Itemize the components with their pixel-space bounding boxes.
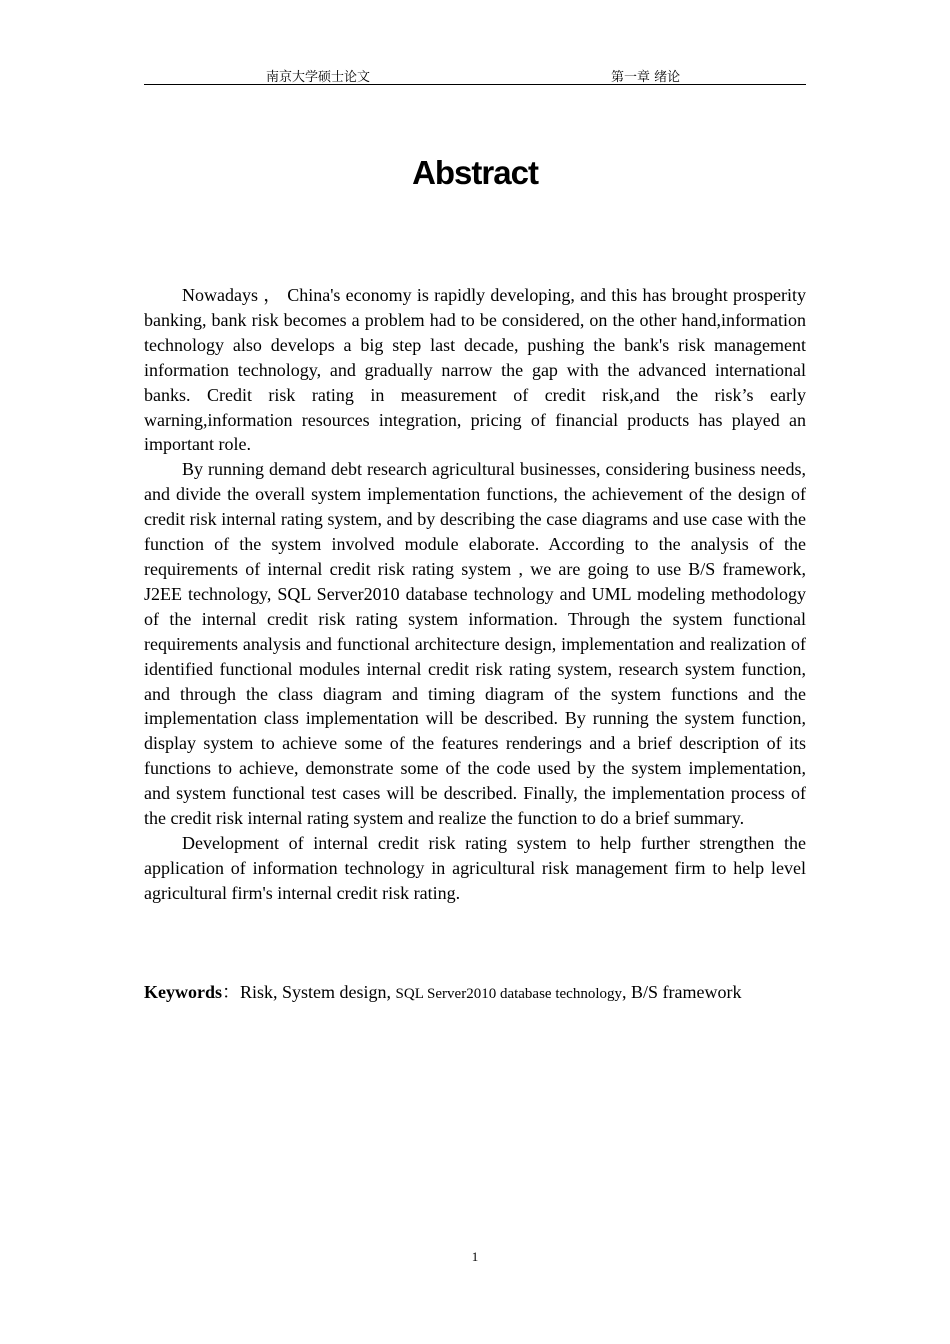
keywords-label: Keywords (144, 982, 222, 1002)
keywords-separator: ： (222, 982, 240, 1002)
keywords-part-1: Risk, System design, (240, 982, 396, 1002)
keywords-line (144, 980, 844, 1006)
abstract-body (144, 283, 806, 906)
page-number: 1 (471, 1249, 479, 1264)
keywords-part-2: SQL Server2010 database technology (395, 986, 622, 1002)
abstract-paragraph: Development of internal credit risk rating system to help further strengthen the application of information technology in agricultural risk management firm to help level agricultural firm's internal credit risk rating. (144, 832, 806, 903)
keywords-part-3: , B/S framework (621, 982, 742, 1002)
header-chapter-title: 第一章 绪论 (611, 70, 681, 85)
running-header (144, 62, 806, 85)
abstract-paragraph: Nowadays ， China's economy is rapidly developing, and this has brought prosperity banking, bank risk becomes a problem had to be considered, on the other hand,information technology also develops a big step last decade, pushing the bank's risk management information technology, and gradually narrow the gap with the advanced international banks. Credit risk rating in measurement of credit risk,and the risk’s early warning,information resources integration, pricing of financial products has played an important role. (144, 285, 806, 455)
header-thesis-title: 南京大学硕士论文 (266, 70, 371, 85)
abstract-title: Abstract (412, 154, 538, 191)
abstract-paragraph: By running demand debt research agricultural businesses, considering business needs, and divide the overall system implementation functions, the achievement of the design of credit risk internal rating system, and by describing the case diagrams and use case with the function of the system involved module elaborate. According to the analysis of the requirements of internal credit risk rating system , we are going to use B/S framework, J2EE technology, SQL Server2010 database technology and UML modeling methodology of the internal credit risk rating system information. Through the system functional requirements analysis and functional architecture design, implementation and realization of identified functional modules internal credit risk rating system, research system function, and through the class diagram and timing diagram of the system functions and the implementation class implementation will be described. By running the system function, display system to achieve some of the features renderings and a brief description of its functions to achieve, demonstrate some of the code used by the system implementation, and system functional test cases will be described. Finally, the implementation process of the credit risk internal rating system and realize the function to do a brief summary. (144, 459, 806, 829)
